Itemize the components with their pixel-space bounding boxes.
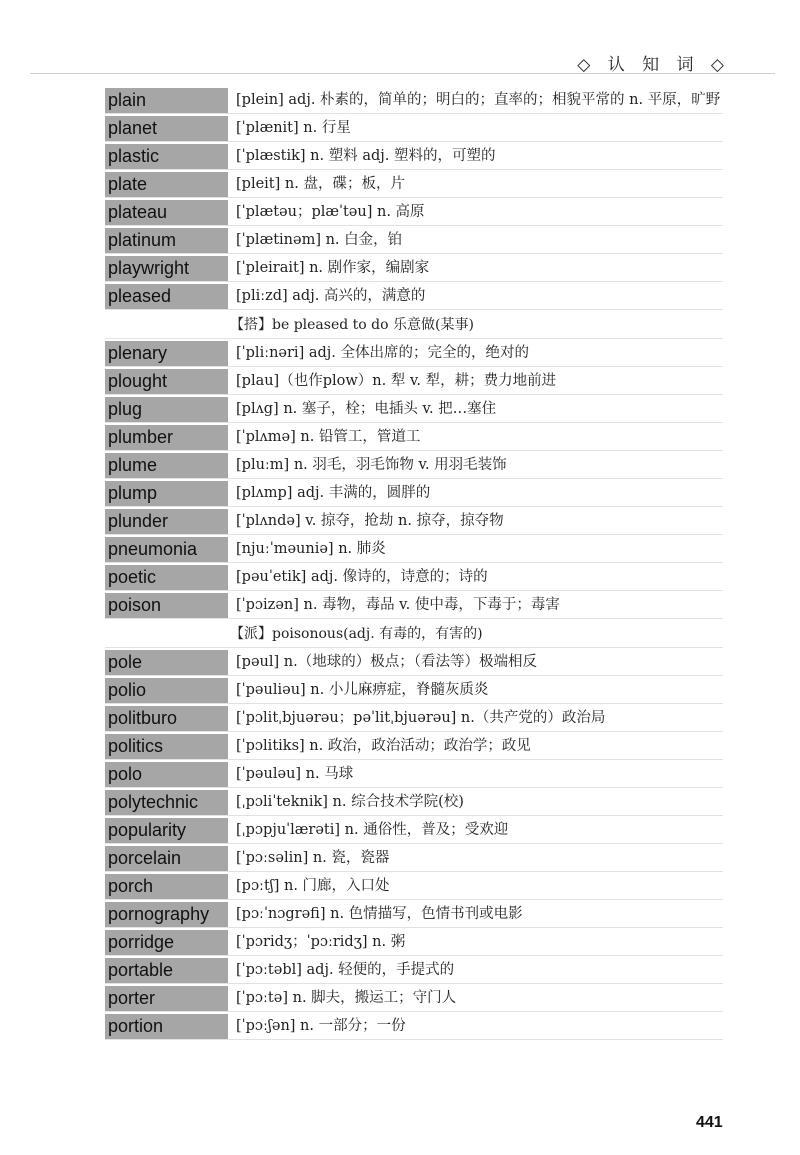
header-divider [30,73,775,74]
dictionary-entry [105,790,723,816]
dictionary-entry [105,565,723,591]
dictionary-entry [105,88,723,114]
headword: plug [105,397,228,422]
dictionary-entry [105,144,723,170]
dictionary-entry [105,228,723,254]
definition: [ˈpɔːtə] n. 脚夫，搬运工；守门人 [236,990,457,1006]
entry-note: 【派】poisonous(adj. 有毒的，有害的) [105,621,723,648]
definition: [ˈplæstik] n. 塑料 adj. 塑料的，可塑的 [236,148,496,164]
headword: plate [105,172,228,197]
dictionary-entry [105,958,723,984]
headword: porridge [105,930,228,955]
page-number: 441 [696,1114,723,1131]
definition: [ˈpɔːʃən] n. 一部分；一份 [236,1018,406,1034]
definition: [pluːm] n. 羽毛，羽毛饰物 v. 用羽毛装饰 [236,457,507,473]
definition: [ˈpɔizən] n. 毒物，毒品 v. 使中毒，下毒于；毒害 [236,597,560,613]
dictionary-entry [105,706,723,732]
dictionary-entry [105,481,723,507]
definition: [njuːˈməuniə] n. 肺炎 [236,541,386,557]
dictionary-entry [105,902,723,928]
dictionary-entry [105,172,723,198]
definition: [ˈpəuliəu] n. 小儿麻痹症，脊髓灰质炎 [236,682,489,698]
definition: [plau]（也作plow）n. 犁 v. 犁，耕；费力地前进 [236,373,557,389]
definition: [ˈpliːnəri] adj. 全体出席的；完全的，绝对的 [236,345,529,361]
headword: plumber [105,425,228,450]
definition: [plʌg] n. 塞子，栓；电插头 v. 把…塞住 [236,401,497,417]
dictionary-entry [105,397,723,423]
headword: plastic [105,144,228,169]
definition: [ˈplætəu；plæˈtəu] n. 高原 [236,204,425,220]
dictionary-entry [105,593,723,619]
headword: planet [105,116,228,141]
dictionary-entry [105,341,723,367]
headword: poetic [105,565,228,590]
headword: plenary [105,341,228,366]
headword: politics [105,734,228,759]
headword: pleased [105,284,228,309]
dictionary-entry [105,200,723,226]
headword: porter [105,986,228,1011]
headword: polo [105,762,228,787]
headword: platinum [105,228,228,253]
dictionary-entry [105,453,723,479]
page-header: ◇ 认 知 词 ◇ [577,55,730,75]
dictionary-entry [105,930,723,956]
headword: pornography [105,902,228,927]
definition: [ˈpɔlitˌbjuərəu；pəˈlitˌbjuərəu] n.（共产党的）政治局 [236,710,606,726]
definition: [pɔːˈnɔgrəfi] n. 色情描写，色情书刊或电影 [236,906,523,922]
definition: [ˈpleirait] n. 剧作家，编剧家 [236,260,430,276]
headword: polytechnic [105,790,228,815]
definition: [ˈpɔridʒ；ˈpɔːridʒ] n. 粥 [236,934,406,950]
headword: plunder [105,509,228,534]
headword: porch [105,874,228,899]
headword: polio [105,678,228,703]
dictionary-entry [105,818,723,844]
headword: plump [105,481,228,506]
definition: [ˈplʌndə] v. 掠夺，抢劫 n. 掠夺，掠夺物 [236,513,504,529]
dictionary-entry [105,425,723,451]
definition: [ˈpɔlitiks] n. 政治，政治活动；政治学；政见 [236,738,531,754]
dictionary-entry [105,678,723,704]
definition: [ˈplænit] n. 行星 [236,120,351,136]
dictionary-entry [105,650,723,676]
dictionary-entry [105,1014,723,1040]
definition: [pɔːtʃ] n. 门廊，入口处 [236,878,390,894]
headword: popularity [105,818,228,843]
headword: politburo [105,706,228,731]
definition: [ˈplʌmə] n. 铅管工，管道工 [236,429,421,445]
headword: plain [105,88,228,113]
headword: poison [105,593,228,618]
definition: [ˌpɔpjuˈlærəti] n. 通俗性，普及；受欢迎 [236,822,509,838]
dictionary-entry [105,284,723,310]
dictionary-entry [105,537,723,563]
definition: [pəul] n.（地球的）极点；（看法等）极端相反 [236,654,537,670]
dictionary-entry [105,734,723,760]
definition: [ˌpɔliˈteknik] n. 综合技术学院(校) [236,794,464,810]
definition: [pliːzd] adj. 高兴的，满意的 [236,288,426,304]
definition: [pəuˈetik] adj. 像诗的，诗意的；诗的 [236,569,488,585]
definition: [ˈpɔːtəbl] adj. 轻便的，手提式的 [236,962,455,978]
dictionary-entry [105,762,723,788]
headword: pole [105,650,228,675]
dictionary-entry [105,846,723,872]
dictionary-entry [105,986,723,1012]
definition: [pleit] n. 盘，碟；板，片 [236,176,405,192]
headword: playwright [105,256,228,281]
dictionary-entry [105,509,723,535]
definition: [ˈplætinəm] n. 白金，铂 [236,232,403,248]
definition: [plein] adj. 朴素的，简单的；明白的；直率的；相貌平常的 n. 平原，旷野 [236,92,721,108]
headword: portion [105,1014,228,1039]
headword: portable [105,958,228,983]
entry-list [105,88,723,1042]
headword: plateau [105,200,228,225]
dictionary-entry [105,369,723,395]
headword: pneumonia [105,537,228,562]
definition: [ˈpɔːsəlin] n. 瓷，瓷器 [236,850,390,866]
dictionary-entry [105,116,723,142]
dictionary-entry [105,256,723,282]
headword: plume [105,453,228,478]
headword: plought [105,369,228,394]
headword: porcelain [105,846,228,871]
dictionary-entry [105,874,723,900]
entry-note: 【搭】be pleased to do 乐意做(某事) [105,312,723,339]
definition: [ˈpəuləu] n. 马球 [236,766,354,782]
definition: [plʌmp] adj. 丰满的，圆胖的 [236,485,431,501]
